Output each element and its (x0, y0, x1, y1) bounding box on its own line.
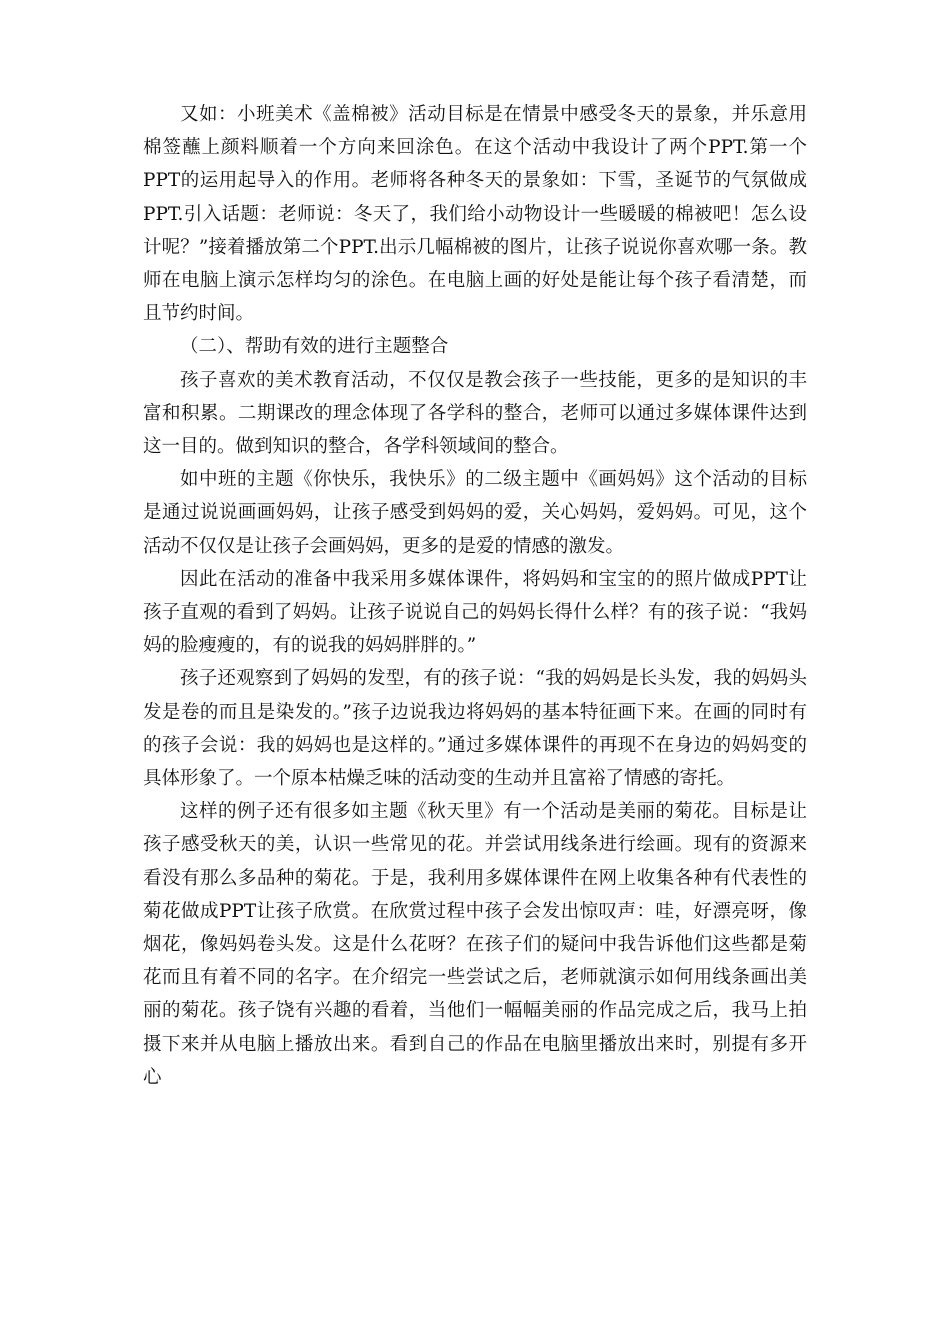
section-heading: （二）、帮助有效的进行主题整合 (180, 336, 449, 358)
paragraph-chrysanthemum: 这样的例子还有很多如主题《秋天里》有一个活动是美丽的菊花。目标是让孩子感受秋天的美，认识一些常见的花。并尝试用线条进行绘画。现有的资源来看没有那么多品种的菊花。于是，我利用多媒体课件在网上收集各种有代表性的菊花做成PPT让孩子欣赏。在欣赏过程中孩子会发出惊叹声：哇，好漂亮呀，像烟花，像妈妈卷头发。这是什么花呀？在孩子们的疑问中我告诉他们这些都是菊花而且有着不同的名字。在介绍完一些尝试之后，老师就演示如何用线条画出美丽的菊花。孩子饶有兴趣的看着，当他们一幅幅美丽的作品完成之后，我马上拍摄下来并从电脑上播放出来。看到自己的作品在电脑里播放出来时，别提有多开心 (143, 801, 807, 1088)
paragraph-gai-mian-bei: 又如：小班美术《盖棉被》活动目标是在情景中感受冬天的景象，并乐意用棉签蘸上颜料顺着一个方向来回涂色。在这个活动中我设计了两个PPT.第一个PPT的运用起导入的作用。老师将各种冬天的景象如：下雪，圣诞节的气氛做成PPT.引入话题：老师说：冬天了，我们给小动物设计一些暖暖的棉被吧！怎么设计呢？”接着播放第二个PPT.出示几幅棉被的图片，让孩子说说你喜欢哪一条。教师在电脑上演示怎样均匀的涂色。在电脑上画的好处是能让每个孩子看清楚，而且节约时间。 (143, 104, 807, 325)
paragraph-draw-mom-goal: 如中班的主题《你快乐，我快乐》的二级主题中《画妈妈》这个活动的目标是通过说说画画妈妈，让孩子感受到妈妈的爱，关心妈妈，爱妈妈。可见，这个活动不仅仅是让孩子会画妈妈，更多的是爱的情感的激发。 (143, 469, 807, 557)
paragraph-hairstyle: 孩子还观察到了妈妈的发型，有的孩子说：“我的妈妈是长头发，我的妈妈头发是卷的而且是染发的。”孩子边说我边将妈妈的基本特征画下来。在画的同时有的孩子会说：我的妈妈也是这样的。”通过多媒体课件的再现不在身边的妈妈变的具体形象了。一个原本枯燥乏味的活动变的生动并且富裕了情感的寄托。 (143, 668, 807, 790)
paragraph-theme-integration: 孩子喜欢的美术教育活动，不仅仅是教会孩子一些技能，更多的是知识的丰富和积累。二期课改的理念体现了各学科的整合，老师可以通过多媒体课件达到这一目的。做到知识的整合，各学科领域间的整合。 (143, 369, 807, 458)
paragraph-ppt-photos: 因此在活动的准备中我采用多媒体课件，将妈妈和宝宝的的照片做成PPT让孩子直观的看到了妈妈。让孩子说说自己的妈妈长得什么样？有的孩子说：“我妈妈的脸瘦瘦的，有的说我的妈妈胖胖的。” (143, 568, 807, 657)
document-body (143, 98, 807, 1094)
